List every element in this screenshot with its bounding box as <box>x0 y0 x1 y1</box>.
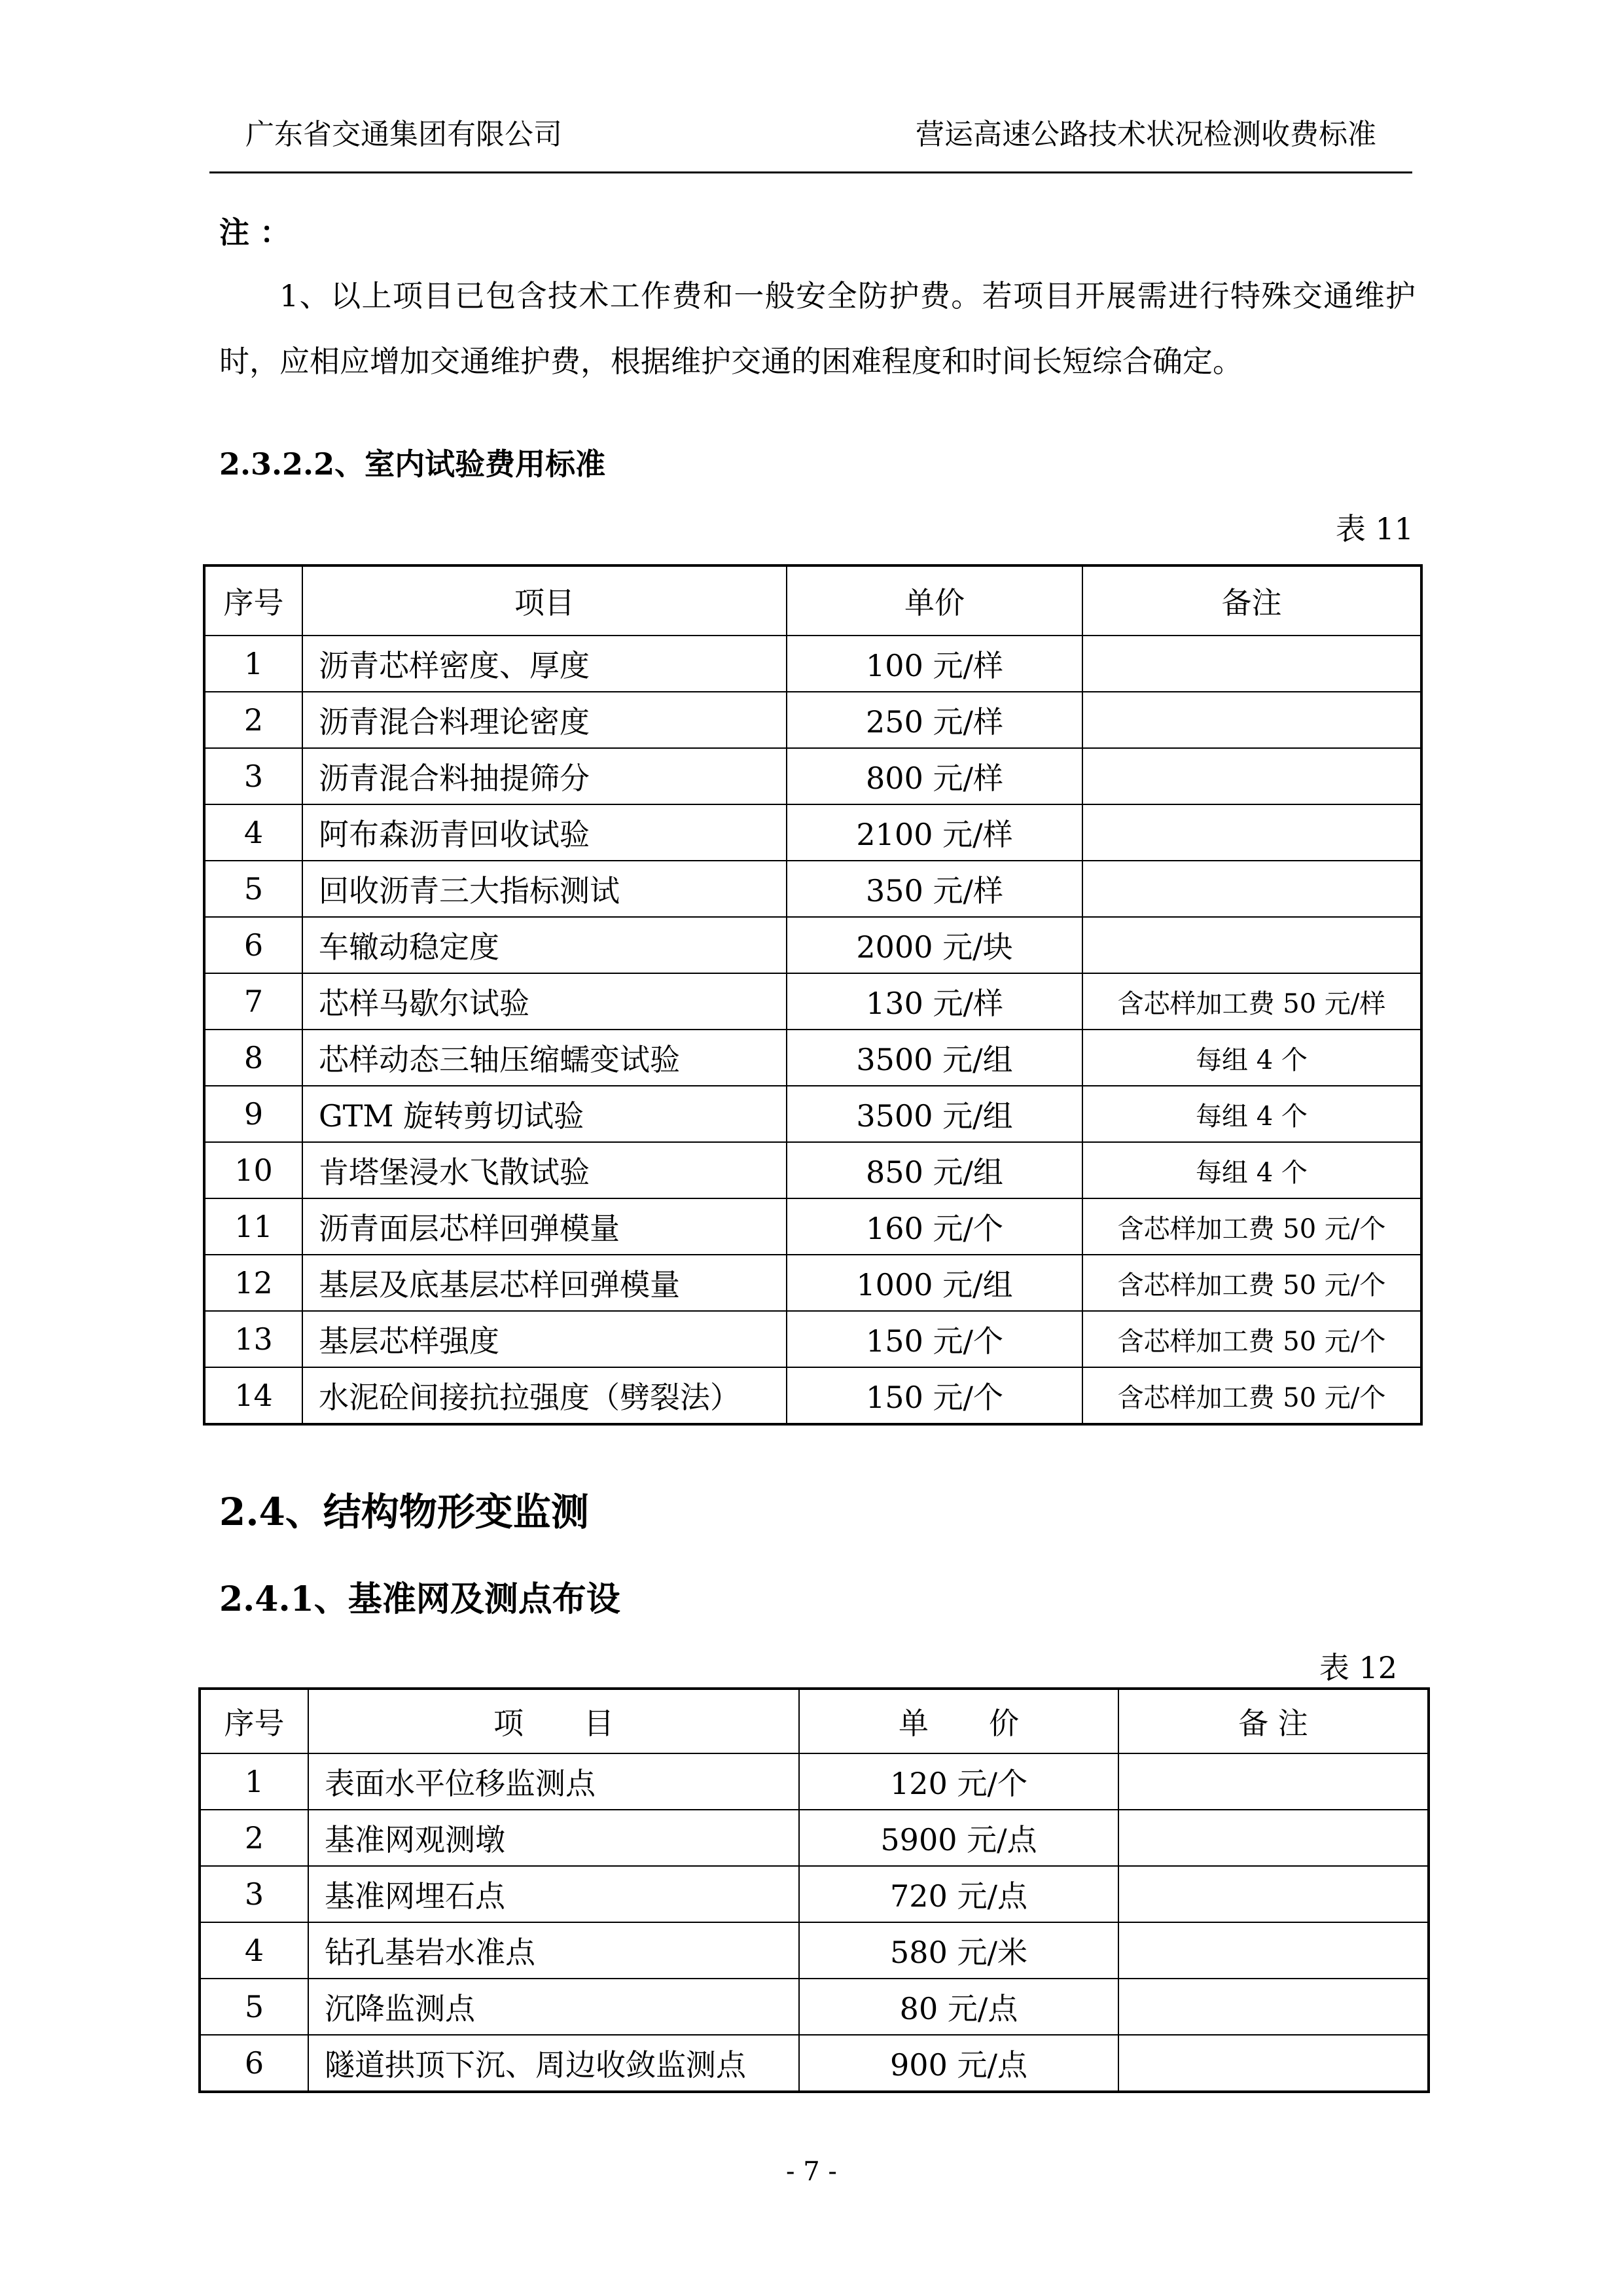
cell-item: 沥青芯样密度、厚度 <box>302 636 787 692</box>
cell-price: 150 元/个 <box>787 1367 1082 1424</box>
table-row <box>200 1810 1429 1866</box>
cell-price: 3500 元/组 <box>787 1086 1082 1142</box>
table-12 <box>198 1687 1430 2093</box>
column-header-remark: 备 注 <box>1118 1689 1429 1753</box>
cell-price: 160 元/个 <box>787 1198 1082 1255</box>
table-row <box>204 917 1421 973</box>
cell-no: 10 <box>204 1142 302 1198</box>
table-12-number: 表 12 <box>1319 1650 1397 1685</box>
cell-price: 100 元/样 <box>787 636 1082 692</box>
cell-item: 隧道拱顶下沉、周边收敛监测点 <box>308 2035 799 2092</box>
table-header-row <box>200 1689 1429 1753</box>
header-document-title: 营运高速公路技术状况检测收费标准 <box>916 118 1376 151</box>
cell-remark <box>1118 1922 1429 1979</box>
cell-no: 1 <box>204 636 302 692</box>
cell-price: 130 元/样 <box>787 973 1082 1030</box>
cell-price: 80 元/点 <box>799 1979 1118 2035</box>
cell-price: 800 元/样 <box>787 748 1082 804</box>
section-2-4-1-title: 2.4.1、基准网及测点布设 <box>219 1579 620 1619</box>
table-row <box>204 1198 1421 1255</box>
cell-item: 基准网埋石点 <box>308 1866 799 1922</box>
table-row <box>200 2035 1429 2092</box>
cell-price: 350 元/样 <box>787 861 1082 917</box>
cell-item: 阿布森沥青回收试验 <box>302 804 787 861</box>
note-title: 注 ： <box>219 215 291 250</box>
table-row <box>204 1142 1421 1198</box>
cell-price: 1000 元/组 <box>787 1255 1082 1311</box>
cell-item: 沥青混合料理论密度 <box>302 692 787 748</box>
cell-item: 肯塔堡浸水飞散试验 <box>302 1142 787 1198</box>
cell-no: 12 <box>204 1255 302 1311</box>
cell-item: 钻孔基岩水准点 <box>308 1922 799 1979</box>
cell-remark <box>1118 1753 1429 1810</box>
cell-item: GTM 旋转剪切试验 <box>302 1086 787 1142</box>
table-row <box>204 748 1421 804</box>
cell-remark: 含芯样加工费 50 元/个 <box>1082 1198 1421 1255</box>
cell-remark: 每组 4 个 <box>1082 1030 1421 1086</box>
cell-item: 回收沥青三大指标测试 <box>302 861 787 917</box>
cell-price: 900 元/点 <box>799 2035 1118 2092</box>
cell-remark: 含芯样加工费 50 元/样 <box>1082 973 1421 1030</box>
cell-no: 4 <box>200 1922 308 1979</box>
cell-price: 250 元/样 <box>787 692 1082 748</box>
table-row <box>200 1866 1429 1922</box>
cell-remark: 每组 4 个 <box>1082 1142 1421 1198</box>
cell-no: 6 <box>204 917 302 973</box>
table-row <box>204 1255 1421 1311</box>
column-header-remark: 备注 <box>1082 565 1421 636</box>
cell-price: 150 元/个 <box>787 1311 1082 1367</box>
cell-item: 基准网观测墩 <box>308 1810 799 1866</box>
cell-no: 13 <box>204 1311 302 1367</box>
cell-remark <box>1082 861 1421 917</box>
table-row <box>204 1367 1421 1424</box>
cell-remark <box>1118 1866 1429 1922</box>
cell-remark <box>1082 636 1421 692</box>
cell-no: 4 <box>204 804 302 861</box>
cell-no: 5 <box>204 861 302 917</box>
cell-remark <box>1118 1810 1429 1866</box>
cell-item: 车辙动稳定度 <box>302 917 787 973</box>
cell-remark: 含芯样加工费 50 元/个 <box>1082 1367 1421 1424</box>
table-row <box>204 973 1421 1030</box>
cell-item: 基层及底基层芯样回弹模量 <box>302 1255 787 1311</box>
table-row <box>204 636 1421 692</box>
table-row <box>204 1030 1421 1086</box>
cell-no: 2 <box>204 692 302 748</box>
table-row <box>204 1311 1421 1367</box>
cell-price: 2100 元/样 <box>787 804 1082 861</box>
column-header-price: 单价 <box>787 565 1082 636</box>
cell-price: 120 元/个 <box>799 1753 1118 1810</box>
cell-price: 850 元/组 <box>787 1142 1082 1198</box>
cell-item: 沉降监测点 <box>308 1979 799 2035</box>
cell-price: 580 元/米 <box>799 1922 1118 1979</box>
table-row <box>204 692 1421 748</box>
cell-remark: 含芯样加工费 50 元/个 <box>1082 1255 1421 1311</box>
cell-no: 1 <box>200 1753 308 1810</box>
cell-price: 720 元/点 <box>799 1866 1118 1922</box>
cell-remark <box>1082 917 1421 973</box>
header-rule <box>209 171 1412 173</box>
cell-item: 芯样马歇尔试验 <box>302 973 787 1030</box>
cell-price: 3500 元/组 <box>787 1030 1082 1086</box>
table-row <box>204 861 1421 917</box>
cell-remark <box>1082 804 1421 861</box>
header-company: 广东省交通集团有限公司 <box>245 118 562 151</box>
table-row <box>200 1922 1429 1979</box>
section-2-4-title: 2.4、结构物形变监测 <box>219 1490 589 1534</box>
column-header-item: 项 目 <box>308 1689 799 1753</box>
cell-no: 14 <box>204 1367 302 1424</box>
cell-remark <box>1118 1979 1429 2035</box>
page-number: - 7 - <box>786 2157 837 2187</box>
cell-no: 7 <box>204 973 302 1030</box>
cell-remark: 每组 4 个 <box>1082 1086 1421 1142</box>
cell-no: 5 <box>200 1979 308 2035</box>
cell-item: 沥青面层芯样回弹模量 <box>302 1198 787 1255</box>
cell-item: 基层芯样强度 <box>302 1311 787 1367</box>
cell-remark <box>1082 692 1421 748</box>
cell-no: 8 <box>204 1030 302 1086</box>
cell-remark <box>1118 2035 1429 2092</box>
note-paragraph: 1、以上项目已包含技术工作费和一般安全防护费。若项目开展需进行特殊交通维护时，应相应增加交通维护费，根据维护交通的困难程度和时间长短综合确定。 <box>219 278 1416 379</box>
cell-no: 9 <box>204 1086 302 1142</box>
column-header-no: 序号 <box>204 565 302 636</box>
cell-no: 3 <box>204 748 302 804</box>
cell-no: 11 <box>204 1198 302 1255</box>
table-row <box>200 1979 1429 2035</box>
cell-item: 水泥砼间接抗拉强度（劈裂法） <box>302 1367 787 1424</box>
section-2-3-2-2-title: 2.3.2.2、室内试验费用标准 <box>219 446 606 482</box>
cell-no: 6 <box>200 2035 308 2092</box>
cell-no: 3 <box>200 1866 308 1922</box>
column-header-item: 项目 <box>302 565 787 636</box>
table-header-row <box>204 565 1421 636</box>
cell-item: 表面水平位移监测点 <box>308 1753 799 1810</box>
cell-no: 2 <box>200 1810 308 1866</box>
cell-remark <box>1082 748 1421 804</box>
table-11 <box>203 564 1423 1426</box>
table-row <box>204 1086 1421 1142</box>
cell-price: 2000 元/块 <box>787 917 1082 973</box>
cell-price: 5900 元/点 <box>799 1810 1118 1866</box>
cell-item: 沥青混合料抽提筛分 <box>302 748 787 804</box>
table-11-number: 表 11 <box>1335 511 1414 547</box>
table-row <box>200 1753 1429 1810</box>
cell-remark: 含芯样加工费 50 元/个 <box>1082 1311 1421 1367</box>
table-row <box>204 804 1421 861</box>
column-header-price: 单 价 <box>799 1689 1118 1753</box>
cell-item: 芯样动态三轴压缩蠕变试验 <box>302 1030 787 1086</box>
column-header-no: 序号 <box>200 1689 308 1753</box>
